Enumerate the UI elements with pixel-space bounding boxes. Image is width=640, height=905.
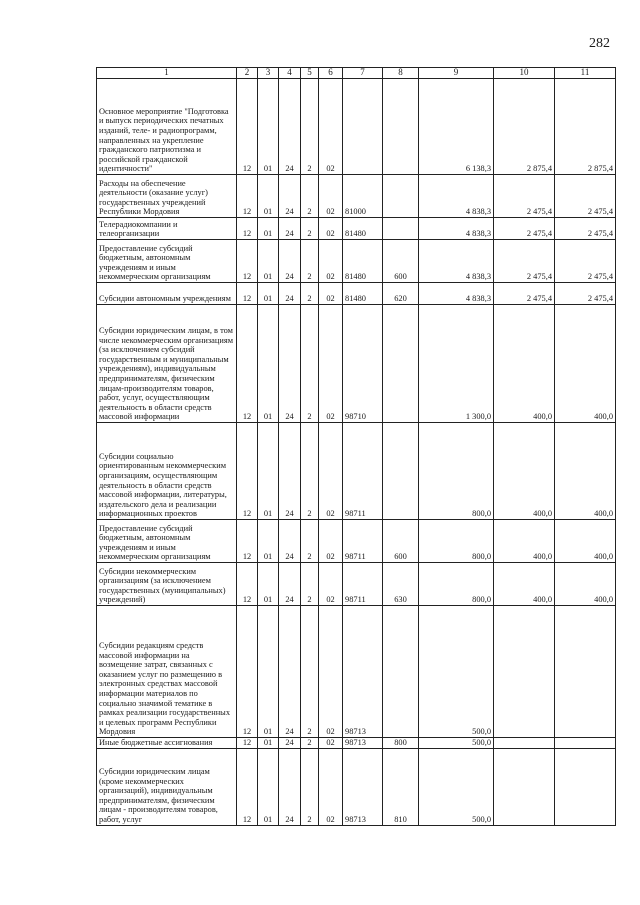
row-name-cell: Расходы на обеспечение деятельности (оказание услуг) государственных учреждений Республики Мордовия: [97, 175, 237, 218]
value-cell: 2 475,4: [555, 240, 616, 283]
value-cell: 98713: [343, 748, 383, 825]
value-cell: 400,0: [555, 423, 616, 520]
value-cell: 800,0: [419, 563, 494, 606]
value-cell: 600: [383, 520, 419, 563]
table-row: [97, 423, 616, 520]
column-header: 10: [494, 68, 555, 79]
value-cell: 02: [319, 175, 343, 218]
value-cell: [383, 218, 419, 240]
value-cell: 800: [383, 738, 419, 749]
value-cell: 2: [301, 748, 319, 825]
value-cell: 2: [301, 79, 319, 175]
table-row: [97, 520, 616, 563]
table-header-row: [97, 68, 616, 79]
value-cell: [494, 606, 555, 738]
table-row: [97, 240, 616, 283]
value-cell: 6 138,3: [419, 79, 494, 175]
value-cell: 810: [383, 748, 419, 825]
value-cell: 98710: [343, 305, 383, 423]
value-cell: 98713: [343, 606, 383, 738]
value-cell: 2 475,4: [494, 175, 555, 218]
row-name-cell: Телерадиокомпании и телеорганизации: [97, 218, 237, 240]
value-cell: 4 838,3: [419, 218, 494, 240]
value-cell: 01: [258, 240, 279, 283]
table-row: [97, 738, 616, 749]
table-row: [97, 283, 616, 305]
value-cell: [383, 606, 419, 738]
value-cell: 24: [279, 175, 301, 218]
value-cell: 24: [279, 283, 301, 305]
value-cell: 81000: [343, 175, 383, 218]
column-header: 4: [279, 68, 301, 79]
value-cell: 24: [279, 748, 301, 825]
value-cell: [343, 79, 383, 175]
value-cell: [555, 748, 616, 825]
row-name-cell: Основное мероприятие "Подготовка и выпуск периодических печатных изданий, теле- и радиопрограмм, направленных на укрепление гражданского патриотизма и российской гражданской идентичности": [97, 79, 237, 175]
value-cell: 01: [258, 748, 279, 825]
value-cell: 800,0: [419, 423, 494, 520]
value-cell: 2: [301, 520, 319, 563]
value-cell: 2 475,4: [494, 240, 555, 283]
column-header: 3: [258, 68, 279, 79]
value-cell: 2 875,4: [494, 79, 555, 175]
value-cell: 2: [301, 283, 319, 305]
value-cell: [555, 738, 616, 749]
value-cell: 02: [319, 563, 343, 606]
value-cell: 2 475,4: [494, 283, 555, 305]
row-name-cell: Субсидии юридическим лицам, в том числе некоммерческим организациям (за исключением субсидий государственным и муниципальным учреждениям), индивидуальным предпринимателям, физическим лицам-производителям товаров, работ, услуг, осуществляющим деятельность в области средств массовой информации: [97, 305, 237, 423]
value-cell: 400,0: [555, 520, 616, 563]
value-cell: 24: [279, 79, 301, 175]
value-cell: [383, 305, 419, 423]
value-cell: 400,0: [494, 520, 555, 563]
value-cell: 01: [258, 79, 279, 175]
value-cell: [383, 175, 419, 218]
value-cell: [383, 79, 419, 175]
value-cell: 500,0: [419, 738, 494, 749]
value-cell: 01: [258, 218, 279, 240]
table-row: [97, 606, 616, 738]
value-cell: 01: [258, 606, 279, 738]
value-cell: 630: [383, 563, 419, 606]
value-cell: 01: [258, 563, 279, 606]
value-cell: 81480: [343, 240, 383, 283]
value-cell: 24: [279, 738, 301, 749]
value-cell: 2: [301, 563, 319, 606]
value-cell: 1 300,0: [419, 305, 494, 423]
value-cell: 2: [301, 240, 319, 283]
value-cell: 02: [319, 606, 343, 738]
value-cell: 02: [319, 520, 343, 563]
value-cell: 400,0: [555, 563, 616, 606]
table-row: [97, 563, 616, 606]
table-row: [97, 175, 616, 218]
value-cell: 12: [237, 520, 258, 563]
value-cell: 24: [279, 520, 301, 563]
value-cell: 12: [237, 240, 258, 283]
value-cell: 400,0: [555, 305, 616, 423]
value-cell: 500,0: [419, 606, 494, 738]
column-header: 6: [319, 68, 343, 79]
value-cell: 2: [301, 305, 319, 423]
value-cell: [494, 748, 555, 825]
value-cell: 24: [279, 423, 301, 520]
column-header: 1: [97, 68, 237, 79]
value-cell: 2: [301, 423, 319, 520]
value-cell: 98711: [343, 520, 383, 563]
value-cell: 12: [237, 738, 258, 749]
value-cell: 12: [237, 283, 258, 305]
value-cell: 12: [237, 305, 258, 423]
value-cell: 98711: [343, 423, 383, 520]
value-cell: 12: [237, 606, 258, 738]
value-cell: 02: [319, 423, 343, 520]
column-header: 8: [383, 68, 419, 79]
value-cell: 98713: [343, 738, 383, 749]
value-cell: 4 838,3: [419, 175, 494, 218]
value-cell: 24: [279, 563, 301, 606]
value-cell: 98711: [343, 563, 383, 606]
value-cell: 12: [237, 175, 258, 218]
value-cell: [494, 738, 555, 749]
column-header: 11: [555, 68, 616, 79]
value-cell: 2 475,4: [555, 218, 616, 240]
value-cell: 12: [237, 423, 258, 520]
value-cell: 2: [301, 738, 319, 749]
value-cell: 400,0: [494, 423, 555, 520]
value-cell: 600: [383, 240, 419, 283]
row-name-cell: Субсидии некоммерческим организациям (за исключением государственных (муниципальных) учреждений): [97, 563, 237, 606]
value-cell: 01: [258, 175, 279, 218]
value-cell: 81480: [343, 283, 383, 305]
value-cell: 2 475,4: [555, 175, 616, 218]
row-name-cell: Субсидии юридическим лицам (кроме некоммерческих организаций), индивидуальным предпринимателям, физическим лицам - производителям товаров, работ, услуг: [97, 748, 237, 825]
value-cell: 01: [258, 283, 279, 305]
row-name-cell: Предоставление субсидий бюджетным, автономным учреждениям и иным некоммерческим организациям: [97, 520, 237, 563]
value-cell: 01: [258, 423, 279, 520]
value-cell: 4 838,3: [419, 240, 494, 283]
value-cell: 24: [279, 240, 301, 283]
table-row: [97, 218, 616, 240]
value-cell: 12: [237, 218, 258, 240]
row-name-cell: Субсидии автономным учреждениям: [97, 283, 237, 305]
value-cell: 02: [319, 748, 343, 825]
value-cell: 01: [258, 738, 279, 749]
table-row: [97, 305, 616, 423]
value-cell: 02: [319, 240, 343, 283]
column-header: 9: [419, 68, 494, 79]
value-cell: 400,0: [494, 563, 555, 606]
value-cell: 12: [237, 79, 258, 175]
value-cell: 2: [301, 175, 319, 218]
value-cell: 02: [319, 738, 343, 749]
value-cell: [383, 423, 419, 520]
value-cell: 400,0: [494, 305, 555, 423]
value-cell: 01: [258, 520, 279, 563]
value-cell: 2: [301, 218, 319, 240]
row-name-cell: Субсидии редакциям средств массовой информации на возмещение затрат, связанных с оказанием услуг по размещению в электронных средствах массовой информации материалов по социально значимой тематике в рамках реализации государственных и целевых программ Республики Мордовия: [97, 606, 237, 738]
column-header: 7: [343, 68, 383, 79]
page-number: 282: [589, 36, 610, 51]
value-cell: 2 875,4: [555, 79, 616, 175]
value-cell: 2: [301, 606, 319, 738]
value-cell: 81480: [343, 218, 383, 240]
value-cell: 02: [319, 79, 343, 175]
value-cell: 02: [319, 283, 343, 305]
row-name-cell: Предоставление субсидий бюджетным, автономным учреждениям и иным некоммерческим организациям: [97, 240, 237, 283]
value-cell: 24: [279, 305, 301, 423]
value-cell: 01: [258, 305, 279, 423]
column-header: 2: [237, 68, 258, 79]
table-row: [97, 79, 616, 175]
value-cell: 800,0: [419, 520, 494, 563]
budget-table: [96, 67, 616, 826]
value-cell: 2 475,4: [555, 283, 616, 305]
value-cell: 4 838,3: [419, 283, 494, 305]
column-header: 5: [301, 68, 319, 79]
row-name-cell: Иные бюджетные ассигнования: [97, 738, 237, 749]
value-cell: [555, 606, 616, 738]
table-row: [97, 748, 616, 825]
value-cell: 24: [279, 606, 301, 738]
value-cell: 02: [319, 305, 343, 423]
row-name-cell: Субсидии социально ориентированным некоммерческим организациям, осуществляющим деятельность в области средств массовой информации, литературы, издательского дела и реализации информационных проектов: [97, 423, 237, 520]
value-cell: 12: [237, 748, 258, 825]
value-cell: 2 475,4: [494, 218, 555, 240]
value-cell: 500,0: [419, 748, 494, 825]
value-cell: 02: [319, 218, 343, 240]
value-cell: 24: [279, 218, 301, 240]
value-cell: 620: [383, 283, 419, 305]
value-cell: 12: [237, 563, 258, 606]
